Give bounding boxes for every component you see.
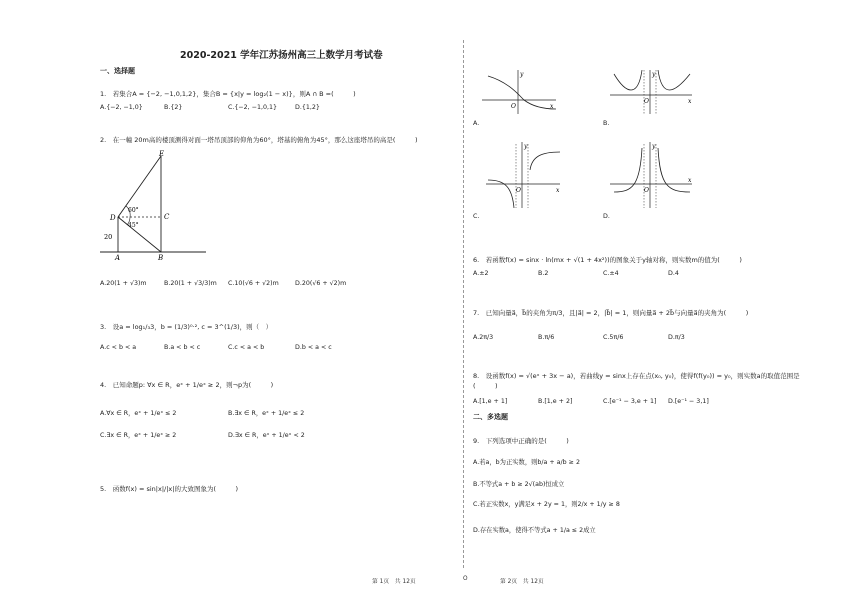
graph-label-c: C. — [473, 213, 480, 220]
q2-option-d: D.20(√6 + √2)m — [295, 280, 347, 287]
graph-label-b: B. — [603, 120, 610, 127]
svg-text:O: O — [644, 98, 649, 105]
q1-option-a: A.{−2, −1,0} — [100, 104, 143, 111]
question-8-text-cont: ( ) — [473, 382, 498, 390]
q3-option-c: C.c < a < b — [228, 344, 265, 351]
label-c: C — [164, 213, 170, 221]
question-4-text: 4. 已知命题p: ∀x ∈ R，eˣ + 1/eˣ ≥ 2，则¬p为( ) — [100, 381, 274, 389]
q2-option-c: C.10(√6 + √2)m — [228, 280, 279, 287]
q4-option-c: C.∃x ∈ R，eˣ + 1/eˣ ≥ 2 — [100, 432, 177, 439]
svg-text:x: x — [688, 177, 692, 184]
q8-option-a: A.[1,e + 1] — [473, 398, 508, 405]
section-heading-multi: 二、多选题 — [473, 413, 508, 421]
svg-text:x: x — [688, 98, 692, 105]
graph-c — [484, 140, 564, 210]
angle-60: 60° — [128, 207, 139, 214]
q7-option-b: B.π/6 — [538, 334, 555, 341]
page-title: 2020-2021 学年江苏扬州高三上数学月考试卷 — [180, 50, 383, 61]
q7-option-c: C.5π/6 — [603, 334, 624, 341]
q7-option-d: D.π/3 — [668, 334, 685, 341]
label-d: D — [110, 214, 116, 222]
q4-option-b: B.∃x ∈ R，eˣ + 1/eˣ ≤ 2 — [228, 410, 305, 417]
question-2-text: 2. 在一幢 20m高的楼顶测得对面一塔吊顶部的仰角为60°，塔基的俯角为45°，那么这座塔吊的高是( ) — [100, 136, 418, 144]
q2-option-a: A.20(1 + √3)m — [100, 280, 147, 287]
q7-option-a: A.2π/3 — [473, 334, 494, 341]
q8-option-d: D.[e⁻¹ − 3,1] — [668, 398, 709, 405]
footer-mid-mark: O — [463, 576, 468, 582]
svg-text:y: y — [520, 71, 524, 78]
section-heading-choice: 一、选择题 — [100, 67, 135, 75]
q6-option-b: B.2 — [538, 270, 549, 277]
q1-option-b: B.{2} — [164, 104, 183, 111]
svg-text:y: y — [652, 71, 656, 78]
tower-figure — [100, 148, 210, 263]
q8-option-b: B.[1,e + 2] — [538, 398, 573, 405]
q4-option-d: D.∃x ∈ R，eˣ + 1/eˣ < 2 — [228, 432, 305, 439]
footer-page-left: 第 1页 共 12页 — [372, 579, 416, 585]
label-e: E — [159, 150, 165, 158]
column-divider — [463, 40, 464, 568]
angle-45: 45° — [128, 222, 139, 229]
label-a: A — [115, 254, 121, 262]
svg-text:y: y — [652, 143, 656, 150]
question-5-text: 5. 函数f(x) = sin|x|/|x|的大致图象为( ) — [100, 485, 239, 493]
q6-option-a: A.±2 — [473, 270, 489, 277]
question-1-text: 1. 若集合A = {−2, −1,0,1,2}，集合B = {x|y = log₂(1 − x)}，则A ∩ B =( ) — [100, 90, 356, 98]
q3-option-a: A.c < b < a — [100, 344, 137, 351]
q6-option-d: D.4 — [668, 270, 679, 277]
question-7-text: 7. 已知向量a⃗，b⃗的夹角为π/3，且|a⃗| = 2，|b⃗| = 1，则向量a⃗ + 2b⃗与向量a⃗的夹角为( ) — [473, 309, 749, 317]
q8-option-c: C.[e⁻¹ − 3,e + 1] — [603, 398, 657, 405]
q3-option-d: D.b < a < c — [295, 344, 332, 351]
q9-option-a: A.若a，b为正实数，则b/a + a/b ≥ 2 — [473, 459, 580, 466]
svg-text:x: x — [550, 103, 554, 110]
q2-option-b: B.20(1 + √3/3)m — [164, 280, 217, 287]
q6-option-c: C.±4 — [603, 270, 619, 277]
q1-option-c: C.{−2, −1,0,1} — [228, 104, 277, 111]
q4-option-a: A.∀x ∈ R，eˣ + 1/eˣ ≤ 2 — [100, 410, 177, 417]
svg-text:y: y — [524, 143, 528, 150]
graph-b — [608, 68, 696, 116]
svg-text:O: O — [644, 187, 649, 194]
svg-text:x: x — [556, 187, 560, 194]
height-20: 20 — [104, 233, 113, 241]
graph-label-a: A. — [473, 120, 480, 127]
q9-option-d: D.存在实数a，使得不等式a + 1/a ≤ 2成立 — [473, 527, 596, 534]
graph-label-d: D. — [603, 213, 610, 220]
graph-a — [480, 68, 560, 116]
question-9-text: 9. 下列选项中正确的是( ) — [473, 437, 569, 445]
label-b: B — [158, 254, 164, 262]
svg-text:O: O — [516, 187, 521, 194]
q1-option-d: D.{1,2} — [295, 104, 320, 111]
question-6-text: 6. 若函数f(x) = sinx · ln(mx + √(1 + 4x²))的图象关于y轴对称，则实数m的值为( ) — [473, 256, 742, 264]
q9-option-b: B.不等式a + b ≥ 2√(ab)恒成立 — [473, 481, 565, 488]
q3-option-b: B.a < b < c — [164, 344, 201, 351]
svg-text:O: O — [511, 103, 516, 110]
graph-d — [608, 140, 696, 210]
q9-option-c: C.若正实数x，y满足x + 2y = 1，则2/x + 1/y ≥ 8 — [473, 501, 620, 508]
footer-page-right: 第 2页 共 12页 — [500, 579, 544, 585]
question-3-text: 3. 设a = log₁/₃3，b = (1/3)⁰·², c = 3^(1/3)，则（ ） — [100, 323, 273, 331]
question-8-text: 8. 设函数f(x) = √(eˣ + 3x − a)，若曲线y = sinx上存在点(x₀, y₀)，使得f(f(y₀)) = y₀，则实数a的取值范围是 — [473, 372, 800, 380]
